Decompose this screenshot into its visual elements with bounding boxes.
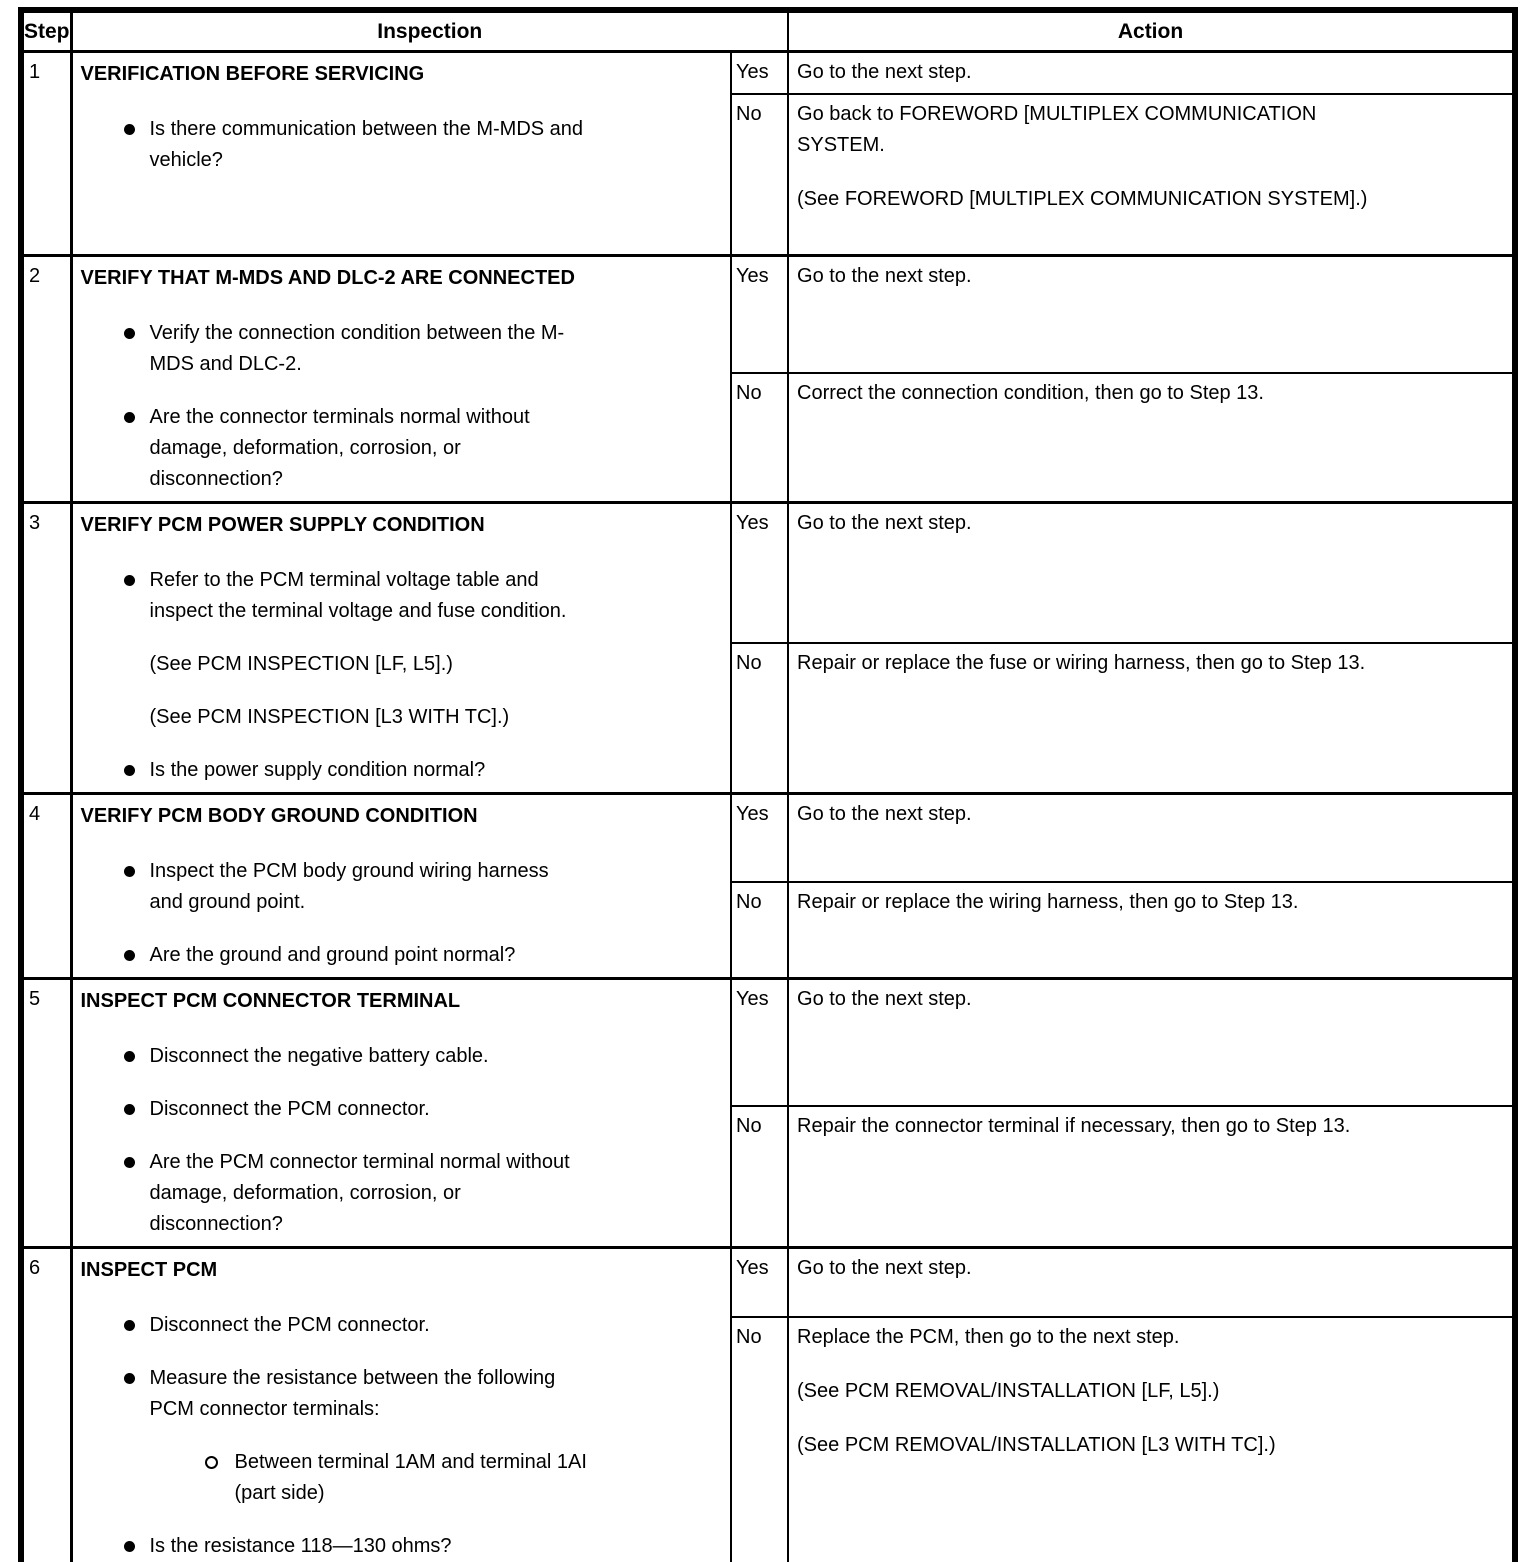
step-row: [21, 979, 1515, 1107]
inspection-bullet-text: Measure the resistance between the following PCM connector terminals:: [149, 1367, 556, 1420]
step-row: [21, 1248, 1515, 1317]
inspection-bullet-item: [124, 1147, 719, 1240]
table-body: [21, 52, 1515, 1562]
inspection-bullet-text: Disconnect the negative battery cable.: [149, 1045, 489, 1067]
col-header-action: Action: [788, 10, 1515, 52]
inspection-bullet-text: Refer to the PCM terminal voltage table and inspect the terminal voltage and fuse condition.: [149, 569, 567, 622]
yes-action-cell: [788, 503, 1515, 643]
no-cell: No: [731, 643, 788, 794]
inspection-bullet-item: [124, 1041, 719, 1072]
inspection-see-reference: (See PCM INSPECTION [LF, L5].): [149, 653, 453, 675]
bullet-icon: [124, 1147, 150, 1240]
step-number: 5: [21, 979, 71, 1248]
inspection-bullet-item: [124, 856, 719, 918]
inspection-cell: [71, 1248, 731, 1562]
inspection-bullet-item: [124, 114, 719, 176]
action-paragraph: Repair or replace the fuse or wiring harness, then go to Step 13.: [797, 651, 1366, 674]
bullet-icon: [124, 565, 150, 627]
inspection-bullet-item: [124, 755, 719, 786]
inspection-see-reference: (See PCM INSPECTION [L3 WITH TC].): [149, 706, 510, 728]
inspection-bullet-text: Is the resistance 118—130 ohms?: [149, 1535, 452, 1557]
yes-action-cell: [788, 256, 1515, 374]
step-number: 3: [21, 503, 71, 794]
inspection-bullet-item: [124, 402, 719, 495]
action-paragraph: (See PCM REMOVAL/INSTALLATION [LF, L5].): [797, 1379, 1220, 1402]
yes-cell: Yes: [731, 1248, 788, 1317]
bullet-icon: [124, 318, 150, 380]
yes-action-cell: [788, 794, 1515, 883]
yes-cell: Yes: [731, 256, 788, 374]
inspection-sub-text: Between terminal 1AM and terminal 1AI (part side): [234, 1451, 587, 1504]
col-header-inspection: Inspection: [71, 10, 788, 52]
bullet-icon: [124, 755, 150, 786]
yes-cell: Yes: [731, 52, 788, 94]
inspection-cell: [71, 503, 731, 794]
yes-action-cell: [788, 52, 1515, 94]
inspection-bullet-item: [124, 1531, 719, 1562]
diagnostic-table: [18, 7, 1518, 1562]
action-paragraph: Replace the PCM, then go to the next step.: [797, 1325, 1180, 1348]
inspection-cell: [71, 52, 731, 256]
no-action-cell: [788, 94, 1515, 256]
inspection-bullet-item: [124, 1094, 719, 1125]
step-number: 4: [21, 794, 71, 979]
inspection-bullet-text: Is there communication between the M-MDS and vehicle?: [149, 118, 584, 171]
bullet-icon: [124, 1094, 150, 1125]
yes-action-cell: [788, 979, 1515, 1107]
inspection-bullet-item: [124, 1363, 719, 1425]
inspection-bullet-text: Are the PCM connector terminal normal without damage, deformation, corrosion, or disconnection?: [149, 1151, 570, 1235]
step-row: [21, 794, 1515, 883]
inspection-title: VERIFICATION BEFORE SERVICING: [80, 63, 425, 85]
inspection-bullet-text: Are the ground and ground point normal?: [149, 944, 516, 966]
bullet-icon: [124, 1041, 150, 1072]
inspection-title: VERIFY THAT M-MDS AND DLC-2 ARE CONNECTED: [80, 267, 575, 289]
action-paragraph: Go to the next step.: [797, 1257, 972, 1279]
bullet-icon: [124, 1531, 150, 1562]
no-cell: No: [731, 94, 788, 256]
inspection-cell: [71, 979, 731, 1248]
action-paragraph: Go to the next step.: [797, 803, 972, 825]
inspection-cell: [71, 794, 731, 979]
col-header-step: Step: [21, 10, 71, 52]
inspection-bullet-text: Is the power supply condition normal?: [149, 759, 486, 781]
no-action-cell: [788, 1106, 1515, 1247]
inspection-title: VERIFY PCM POWER SUPPLY CONDITION: [80, 514, 485, 536]
open-circle-icon: [205, 1447, 235, 1509]
no-cell: No: [731, 1106, 788, 1247]
header-row: [21, 10, 1515, 52]
bullet-icon: [124, 402, 150, 495]
step-number: 2: [21, 256, 71, 503]
action-paragraph: Repair or replace the wiring harness, then go to Step 13.: [797, 891, 1299, 914]
inspection-title: VERIFY PCM BODY GROUND CONDITION: [80, 805, 478, 827]
yes-cell: Yes: [731, 979, 788, 1107]
yes-action-cell: [788, 1248, 1515, 1317]
action-paragraph: (See PCM REMOVAL/INSTALLATION [L3 WITH TC].): [797, 1433, 1276, 1456]
action-paragraph: Go to the next step.: [797, 265, 972, 287]
action-paragraph: Go to the next step.: [797, 512, 972, 534]
no-action-cell: [788, 643, 1515, 794]
inspection-bullet-text: Inspect the PCM body ground wiring harness and ground point.: [149, 860, 549, 913]
no-action-cell: [788, 882, 1515, 978]
inspection-sub-item: [205, 1447, 719, 1509]
action-paragraph: Correct the connection condition, then go to Step 13.: [797, 382, 1264, 405]
bullet-icon: [124, 1310, 150, 1341]
action-paragraph: Go to the next step.: [797, 61, 972, 83]
yes-cell: Yes: [731, 503, 788, 643]
no-cell: No: [731, 1317, 788, 1562]
inspection-bullet-item: [124, 1310, 719, 1341]
no-action-cell: [788, 1317, 1515, 1562]
step-number: 6: [21, 1248, 71, 1562]
no-action-cell: [788, 373, 1515, 502]
yes-cell: Yes: [731, 794, 788, 883]
action-paragraph: Go to the next step.: [797, 988, 972, 1010]
bullet-icon: [124, 856, 150, 918]
step-number: 1: [21, 52, 71, 256]
step-row: [21, 52, 1515, 94]
inspection-bullet-item: [124, 940, 719, 971]
bullet-icon: [124, 114, 150, 176]
inspection-cell: [71, 256, 731, 503]
inspection-bullet-item: [124, 318, 719, 380]
action-paragraph: (See FOREWORD [MULTIPLEX COMMUNICATION SYSTEM].): [797, 187, 1368, 210]
inspection-title: INSPECT PCM CONNECTOR TERMINAL: [80, 990, 461, 1012]
action-paragraph: Repair the connector terminal if necessary, then go to Step 13.: [797, 1115, 1351, 1138]
no-cell: No: [731, 882, 788, 978]
inspection-bullet-text: Are the connector terminals normal without damage, deformation, corrosion, or disconnection?: [149, 406, 530, 490]
no-cell: No: [731, 373, 788, 502]
step-row: [21, 256, 1515, 374]
inspection-title: INSPECT PCM: [80, 1259, 218, 1281]
inspection-bullet-text: Disconnect the PCM connector.: [149, 1098, 430, 1120]
action-paragraph: Go back to FOREWORD [MULTIPLEX COMMUNICATION SYSTEM.: [797, 102, 1317, 156]
inspection-bullet-item: [124, 565, 719, 627]
step-row: [21, 503, 1515, 643]
inspection-bullet-text: Disconnect the PCM connector.: [149, 1314, 430, 1336]
bullet-icon: [124, 940, 150, 971]
bullet-icon: [124, 1363, 150, 1425]
inspection-bullet-text: Verify the connection condition between the M-MDS and DLC-2.: [149, 322, 565, 375]
